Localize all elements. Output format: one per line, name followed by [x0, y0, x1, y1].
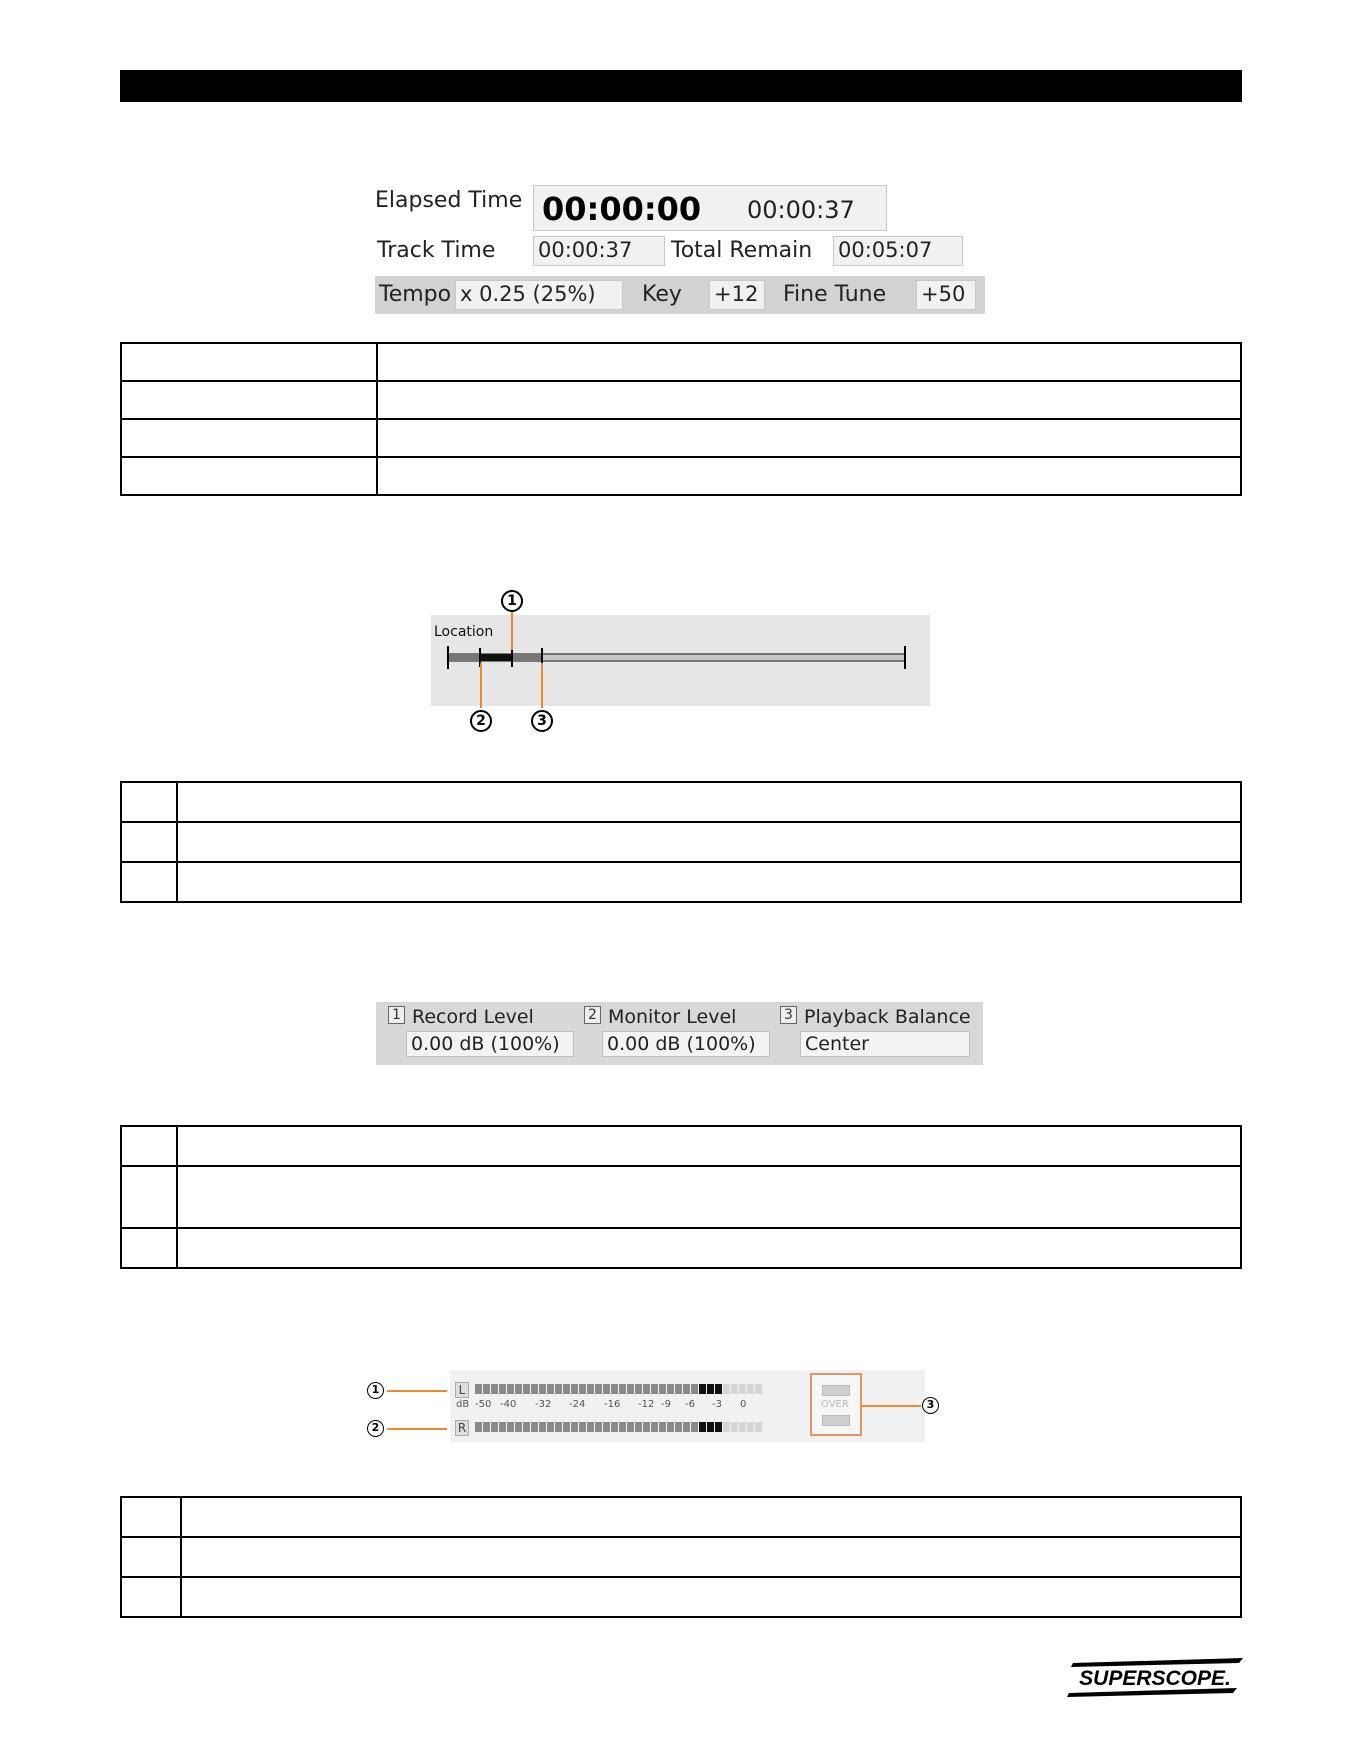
left-meter-segment [619, 1384, 626, 1394]
left-meter-segment [723, 1384, 730, 1394]
meter-scale-label: -3 [712, 1399, 722, 1410]
table-cell [177, 1228, 1241, 1268]
left-meter-segment [731, 1384, 738, 1394]
table-cell [181, 1537, 1241, 1577]
left-channel-label: L [455, 1382, 469, 1398]
elapsed-secondary-value: 00:00:37 [747, 196, 855, 224]
right-meter-segment [611, 1422, 618, 1432]
table-cell [121, 1166, 177, 1228]
right-meter-segment [739, 1422, 746, 1432]
elapsed-time-display [533, 185, 887, 231]
left-meter-segment [747, 1384, 754, 1394]
key-label: Key [642, 282, 682, 307]
time-display-panel [375, 180, 985, 316]
left-meter-segment [611, 1384, 618, 1394]
table-cell [121, 862, 177, 902]
tempo-strip [375, 276, 985, 314]
playback-balance-field[interactable]: Center [800, 1031, 970, 1057]
location-callout-2: 2 [470, 710, 492, 732]
table-cell [121, 343, 377, 381]
left-meter-segment [539, 1384, 546, 1394]
total-remain-label: Total Remain [671, 238, 813, 263]
elapsed-time-label: Elapsed Time [375, 188, 523, 213]
key-value[interactable]: +12 [709, 280, 765, 310]
level-description-table [120, 1125, 1242, 1269]
left-meter-segment [587, 1384, 594, 1394]
right-meter-segment [667, 1422, 674, 1432]
left-meter-segment [643, 1384, 650, 1394]
right-meter-segment [755, 1422, 762, 1432]
right-meter-segment [723, 1422, 730, 1432]
meter-callout-1: 1 [367, 1382, 384, 1399]
meter-callout-2: 2 [367, 1420, 384, 1437]
track-time-value: 00:00:37 [533, 236, 665, 266]
left-meter-segment [675, 1384, 682, 1394]
level-panel [376, 1002, 983, 1065]
table-cell [121, 457, 377, 495]
location-callout-3: 3 [531, 710, 553, 732]
meter-scale-label: -50 [475, 1399, 492, 1410]
table-cell [377, 343, 1241, 381]
right-meter-segment [707, 1422, 714, 1432]
superscope-logo [1065, 1655, 1245, 1701]
left-meter-segment [595, 1384, 602, 1394]
right-meter-segment [491, 1422, 498, 1432]
table-cell [181, 1497, 1241, 1537]
left-meter-segment [603, 1384, 610, 1394]
table-cell [177, 1166, 1241, 1228]
meter-scale-label: -6 [685, 1399, 695, 1410]
right-meter-segment [515, 1422, 522, 1432]
meter-description-table [120, 1496, 1242, 1618]
track-time-label: Track Time [377, 238, 496, 263]
right-meter-segment [475, 1422, 482, 1432]
right-meter-segment [731, 1422, 738, 1432]
table-cell [377, 381, 1241, 419]
over-indicator [810, 1373, 862, 1436]
left-meter-segment [627, 1384, 634, 1394]
logo-text: SUPERSCOPE. [1079, 1667, 1231, 1690]
right-meter-segment [547, 1422, 554, 1432]
table-cell [121, 782, 177, 822]
right-meter-segment [499, 1422, 506, 1432]
left-meter-segment [475, 1384, 482, 1394]
left-meter-segment [571, 1384, 578, 1394]
right-meter-segment [571, 1422, 578, 1432]
playback-balance-number: 3 [780, 1006, 797, 1024]
left-meter-segment [699, 1384, 706, 1394]
left-meter-segment [715, 1384, 722, 1394]
right-meter-segment [603, 1422, 610, 1432]
meter-bars [345, 1370, 965, 1442]
table-cell [121, 1228, 177, 1268]
time-description-table [120, 342, 1242, 496]
fine-tune-value[interactable]: +50 [916, 280, 976, 310]
left-meter-segment [683, 1384, 690, 1394]
over-label: OVER [821, 1399, 849, 1410]
right-meter-segment [531, 1422, 538, 1432]
right-meter-segment [507, 1422, 514, 1432]
right-meter-segment [595, 1422, 602, 1432]
table-cell [121, 1126, 177, 1166]
right-meter-segment [675, 1422, 682, 1432]
header-bar [120, 70, 1242, 102]
left-meter-segment [659, 1384, 666, 1394]
monitor-level-number: 2 [584, 1006, 601, 1024]
left-meter-segment [667, 1384, 674, 1394]
table-cell [377, 419, 1241, 457]
left-meter-segment [547, 1384, 554, 1394]
location-label: Location [434, 624, 494, 640]
callout-line-2 [480, 663, 482, 708]
location-panel [431, 615, 930, 706]
meter-scale-label: -12 [638, 1399, 655, 1410]
elapsed-main-value: 00:00:00 [542, 190, 702, 228]
left-meter-segment [531, 1384, 538, 1394]
right-meter-segment [683, 1422, 690, 1432]
table-cell [181, 1577, 1241, 1617]
right-meter-segment [627, 1422, 634, 1432]
left-meter-segment [555, 1384, 562, 1394]
left-meter-segment [739, 1384, 746, 1394]
left-meter-segment [635, 1384, 642, 1394]
right-meter-segment [523, 1422, 530, 1432]
table-cell [121, 381, 377, 419]
meter-scale-label: -16 [604, 1399, 621, 1410]
fine-tune-label: Fine Tune [783, 282, 887, 307]
meter-scale-label: -9 [661, 1399, 671, 1410]
tempo-label: Tempo [379, 282, 452, 307]
monitor-level-label: Monitor Level [608, 1006, 737, 1028]
over-led-right [822, 1415, 850, 1426]
right-meter-segment [747, 1422, 754, 1432]
right-meter-segment [579, 1422, 586, 1432]
table-cell [121, 1537, 181, 1577]
table-cell [177, 822, 1241, 862]
table-cell [177, 1126, 1241, 1166]
right-meter-segment [699, 1422, 706, 1432]
meter-scale-label: -40 [500, 1399, 517, 1410]
left-meter-segment [499, 1384, 506, 1394]
right-meter-segment [643, 1422, 650, 1432]
table-cell [121, 1497, 181, 1537]
playback-balance-label: Playback Balance [804, 1006, 971, 1028]
meter-callout-3: 3 [922, 1397, 939, 1414]
table-cell [121, 419, 377, 457]
left-meter-segment [523, 1384, 530, 1394]
tempo-value[interactable]: x 0.25 (25%) [455, 280, 623, 310]
over-led-left [822, 1385, 850, 1396]
right-meter-segment [539, 1422, 546, 1432]
left-meter-segment [491, 1384, 498, 1394]
left-meter-segment [707, 1384, 714, 1394]
table-cell [177, 782, 1241, 822]
left-meter-segment [483, 1384, 490, 1394]
monitor-level-field[interactable]: 0.00 dB (100%) [602, 1031, 770, 1057]
right-meter-segment [563, 1422, 570, 1432]
left-meter-segment [651, 1384, 658, 1394]
left-meter-segment [563, 1384, 570, 1394]
location-callout-1: 1 [501, 590, 523, 612]
meter-scale-label: -24 [569, 1399, 586, 1410]
level-meter-panel [345, 1370, 965, 1442]
right-meter-segment [651, 1422, 658, 1432]
right-meter-segment [635, 1422, 642, 1432]
left-meter-segment [691, 1384, 698, 1394]
db-label: dB [456, 1399, 470, 1410]
right-meter-segment [691, 1422, 698, 1432]
table-cell [177, 862, 1241, 902]
record-level-label: Record Level [412, 1006, 534, 1028]
right-meter-segment [483, 1422, 490, 1432]
location-description-table [120, 781, 1242, 903]
record-level-number: 1 [388, 1006, 405, 1024]
record-level-field[interactable]: 0.00 dB (100%) [406, 1031, 574, 1057]
left-meter-segment [515, 1384, 522, 1394]
meter-scale-label: 0 [740, 1399, 747, 1410]
table-cell [121, 822, 177, 862]
right-meter-segment [587, 1422, 594, 1432]
callout-line-1 [511, 610, 513, 650]
table-cell [121, 1577, 181, 1617]
right-meter-segment [555, 1422, 562, 1432]
left-meter-segment [579, 1384, 586, 1394]
right-channel-label: R [455, 1420, 469, 1436]
left-meter-segment [507, 1384, 514, 1394]
table-cell [377, 457, 1241, 495]
location-slider[interactable] [431, 615, 930, 706]
callout-line-3 [541, 663, 543, 708]
total-remain-value: 00:05:07 [833, 236, 963, 266]
right-meter-segment [619, 1422, 626, 1432]
right-meter-segment [715, 1422, 722, 1432]
meter-scale-label: -32 [535, 1399, 552, 1410]
right-meter-segment [659, 1422, 666, 1432]
left-meter-segment [755, 1384, 762, 1394]
